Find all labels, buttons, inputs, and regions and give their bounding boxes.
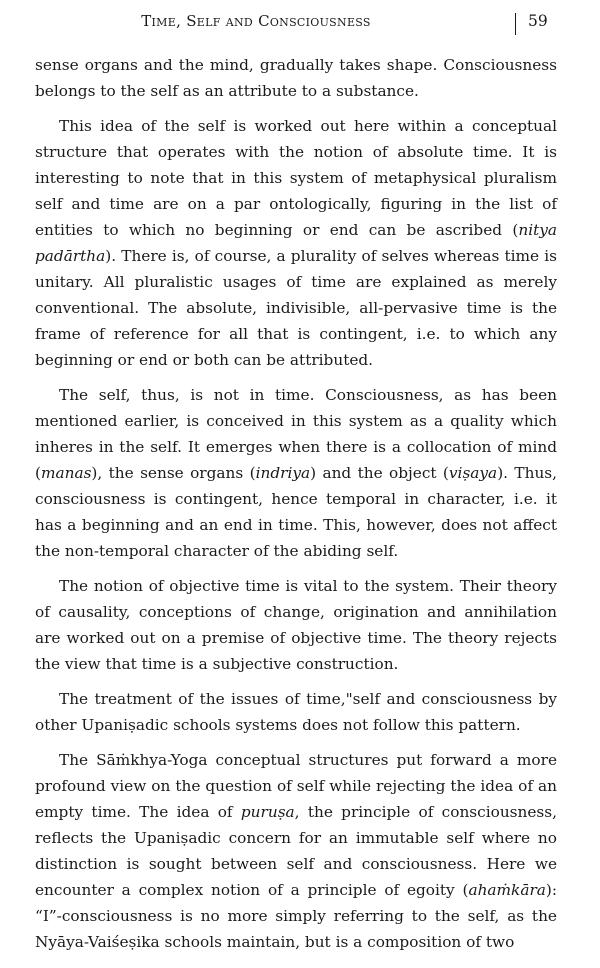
paragraph-4 [35, 573, 557, 677]
page-number: 59 [528, 12, 548, 30]
italic-term: nitya padārtha [35, 221, 557, 265]
text-run: sense organs and the mind, gradually takes shape. Consciousness belongs to the self as an attribute to a substance. [35, 56, 557, 100]
text-run: , the principle of consciousness, reflects the Upaniṣadic concern for an immutable self where no distinction is sought between self and consciousness. Here we encounter a complex notion of a principle of egoity ( [35, 803, 557, 899]
text-run: The self, thus, is not in time. Consciousness, as has been mentioned earlier, is conceived in this system as a quality which inheres in the self. It emerges when there is a collocation of mind ( [35, 386, 557, 482]
text-run: The Sāṁkhya-Yoga conceptual structures put forward a more profound view on the question of self while rejecting the idea of an empty time. The idea of [35, 751, 557, 821]
paragraph-6 [35, 747, 557, 955]
italic-term: manas [40, 464, 92, 482]
text-run: The notion of objective time is vital to the system. Their theory of causality, conceptions of change, origination and annihilation are worked out on a premise of objective time. The theory rejects the view that time is a subjective construction. [35, 577, 557, 673]
paragraph-1 [35, 52, 557, 104]
text-run: ). Thus, consciousness is contingent, hence temporal in character, i.e. it has a beginning and an end in time. This, however, does not affect the non-temporal character of the abiding self. [35, 464, 558, 560]
text-run: The treatment of the issues of time,"self and consciousness by other Upaniṣadic schools systems does not follow this pattern. [35, 690, 557, 734]
italic-term: ahaṁkāra [468, 881, 546, 899]
paragraph-2 [35, 113, 557, 373]
text-run: ): “I”-consciousness is no more simply referring to the self, as the Nyāya-Vaiśeṣika schools maintain, but is a composition of two [35, 881, 557, 951]
text-run: This idea of the self is worked out here within a conceptual structure that operates with the notion of absolute time. It is interesting to note that in this system of metaphysical pluralism self and time are on a par ontologically, figuring in the list of entities to which no beginning or end can be ascribed ( [35, 117, 557, 239]
text-run: ) and the object ( [310, 464, 449, 482]
text-run: ), the sense organs ( [91, 464, 256, 482]
italic-term: puruṣa [240, 803, 295, 821]
body-text [35, 52, 557, 955]
header-divider [515, 13, 516, 35]
running-header [0, 12, 600, 36]
running-title: Time, Self and Consciousness [141, 12, 371, 30]
paragraph-5 [35, 686, 557, 738]
italic-term: viṣaya [448, 464, 498, 482]
paragraph-3 [35, 382, 557, 564]
italic-term: indriya [255, 464, 311, 482]
text-run: ). There is, of course, a plurality of selves whereas time is unitary. All pluralistic usages of time are explained as merely conventional. The absolute, indivisible, all-pervasive time is the frame of reference for all that is contingent, i.e. to which any beginning or end or both can be attributed. [35, 247, 557, 369]
